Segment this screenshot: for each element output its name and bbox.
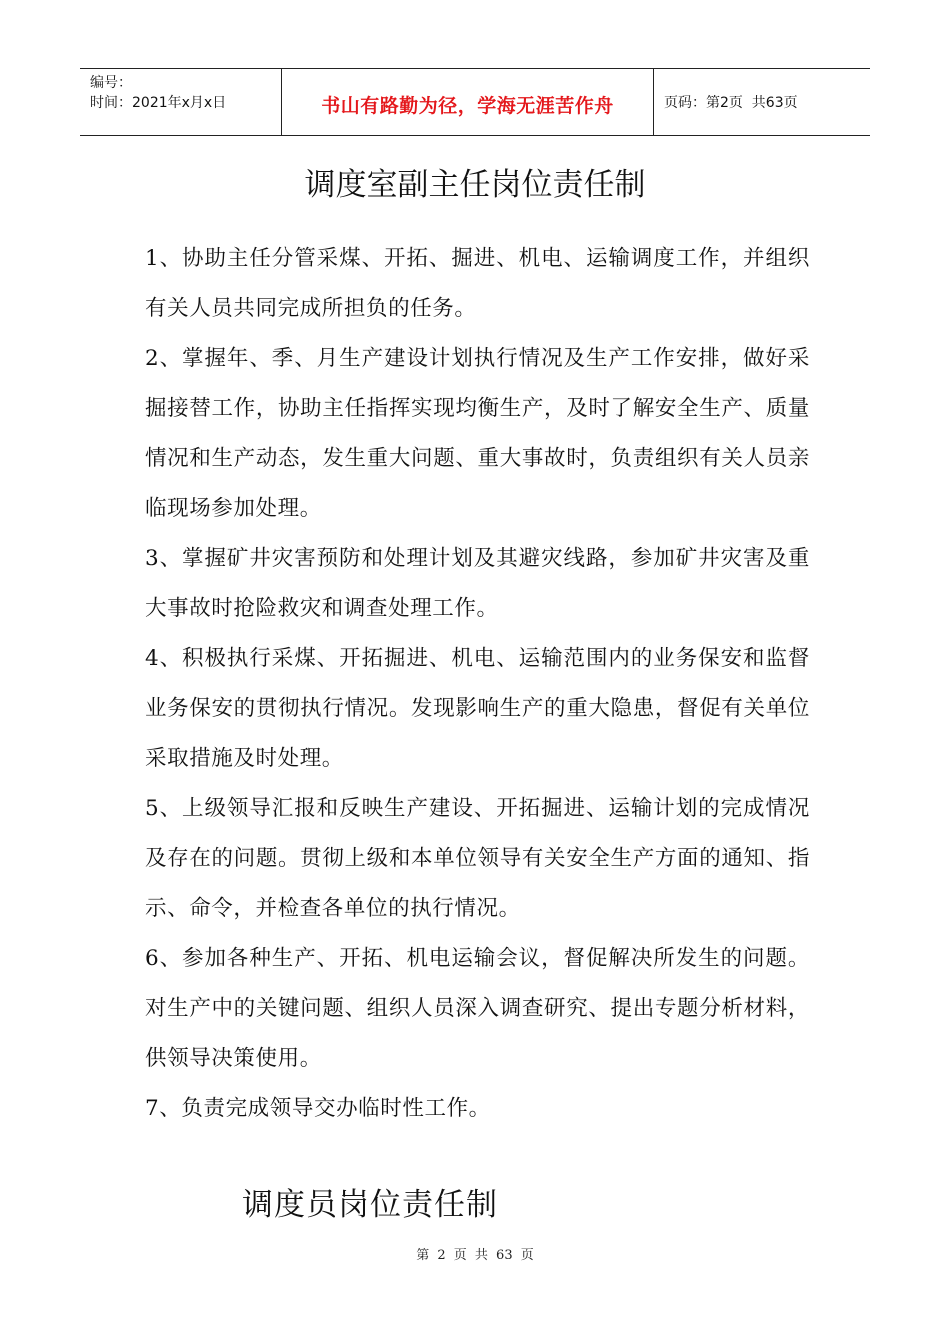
- list-item: 6、参加各种生产、开拓、机电运输会议，督促解决所发生的问题。对生产中的关键问题、组织人员深入调查研究、提出专题分析材料，供领导决策使用。: [145, 946, 810, 1071]
- list-item: 3、掌握矿井灾害预防和处理计划及其避灾线路，参加矿井灾害及重大事故时抢险救灾和调查处理工作。: [145, 546, 810, 621]
- list-item: 5、上级领导汇报和反映生产建设、开拓掘进、运输计划的完成情况及存在的问题。贯彻上级和本单位领导有关安全生产方面的通知、指示、命令，并检查各单位的执行情况。: [145, 796, 810, 921]
- page-footer: 第 2 页 共 63 页: [416, 1248, 534, 1263]
- document-header: [80, 68, 870, 136]
- header-motto: 书山有路勤为径，学海无涯苦作舟: [282, 69, 654, 135]
- list-item: 2、掌握年、季、月生产建设计划执行情况及生产工作安排，做好采掘接替工作，协助主任指挥实现均衡生产，及时了解安全生产、质量情况和生产动态，发生重大问题、重大事故时，负责组织有关人员亲临现场参加处理。: [145, 346, 810, 521]
- list-item: 1、协助主任分管采煤、开拓、掘进、机电、运输调度工作，并组织有关人员共同完成所担负的任务。: [145, 246, 810, 321]
- header-time-label: 时间：2021年x月x日: [90, 95, 227, 111]
- header-meta: [80, 69, 282, 135]
- list-item: 7、负责完成领导交办临时性工作。: [145, 1096, 491, 1121]
- list-item: 4、积极执行采煤、开拓掘进、机电、运输范围内的业务保安和监督业务保安的贯彻执行情况。发现影响生产的重大隐患，督促有关单位采取措施及时处理。: [145, 646, 810, 771]
- next-section-title: 调度员岗位责任制: [242, 1187, 498, 1223]
- header-page-info-cell: [654, 69, 870, 135]
- header-number-label: 编号：: [90, 75, 132, 91]
- header-page-info: 页码：第2页 共63页: [664, 95, 798, 111]
- document-title: 调度室副主任岗位责任制: [304, 167, 646, 203]
- responsibility-list: [145, 234, 810, 1134]
